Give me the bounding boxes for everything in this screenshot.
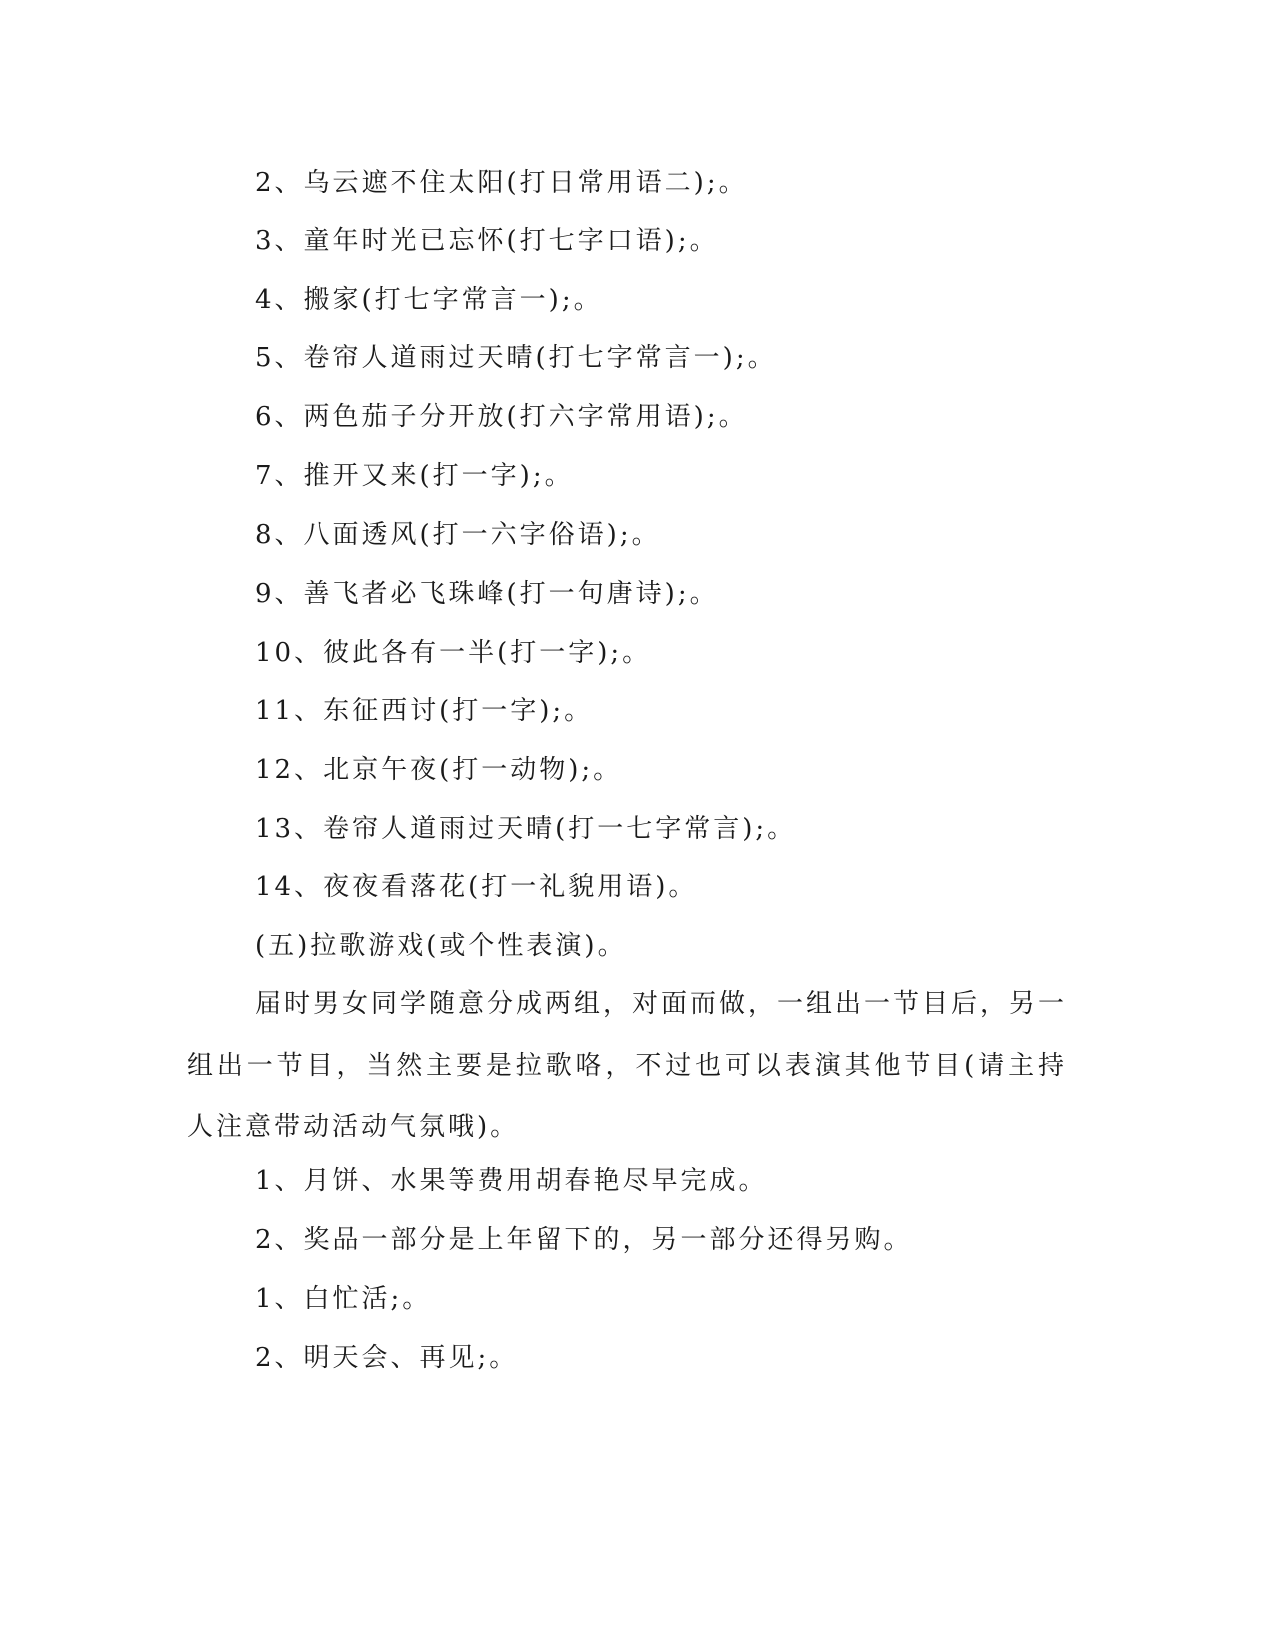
answer-item: 1、白忙活;。 [255,1284,432,1314]
riddle-item: 4、搬家(打七字常言一);。 [255,285,603,315]
riddle-item: 12、北京午夜(打一动物);。 [255,755,623,785]
section-paragraph: 届时男女同学随意分成两组，对面而做，一组出一节目后，另一组出一节目，当然主要是拉歌咯，不过也可以表演其他节目(请主持人注意带动活动气氛哦)。 [187,989,1068,1142]
riddle-item: 11、东征西讨(打一字);。 [255,696,594,726]
riddle-item: 2、乌云遮不住太阳(打日常用语二);。 [255,168,748,198]
riddle-item: 8、八面透风(打一六字俗语);。 [255,520,661,550]
riddle-item: 14、夜夜看落花(打一礼貌用语)。 [255,872,698,902]
riddle-item: 5、卷帘人道雨过天晴(打七字常言一);。 [255,343,777,373]
section-heading: (五)拉歌游戏(或个性表演)。 [255,931,627,961]
note-item: 2、奖品一部分是上年留下的，另一部分还得另购。 [255,1225,913,1255]
riddle-item: 10、彼此各有一半(打一字);。 [255,638,652,668]
riddle-item: 6、两色茄子分开放(打六字常用语);。 [255,402,748,432]
riddle-item: 9、善飞者必飞珠峰(打一句唐诗);。 [255,579,719,609]
note-item: 1、月饼、水果等费用胡春艳尽早完成。 [255,1166,768,1196]
riddle-item: 7、推开又来(打一字);。 [255,461,574,491]
answer-item: 2、明天会、再见;。 [255,1343,519,1373]
riddle-item: 13、卷帘人道雨过天晴(打一七字常言);。 [255,814,797,844]
riddle-item: 3、童年时光已忘怀(打七字口语);。 [255,226,719,256]
